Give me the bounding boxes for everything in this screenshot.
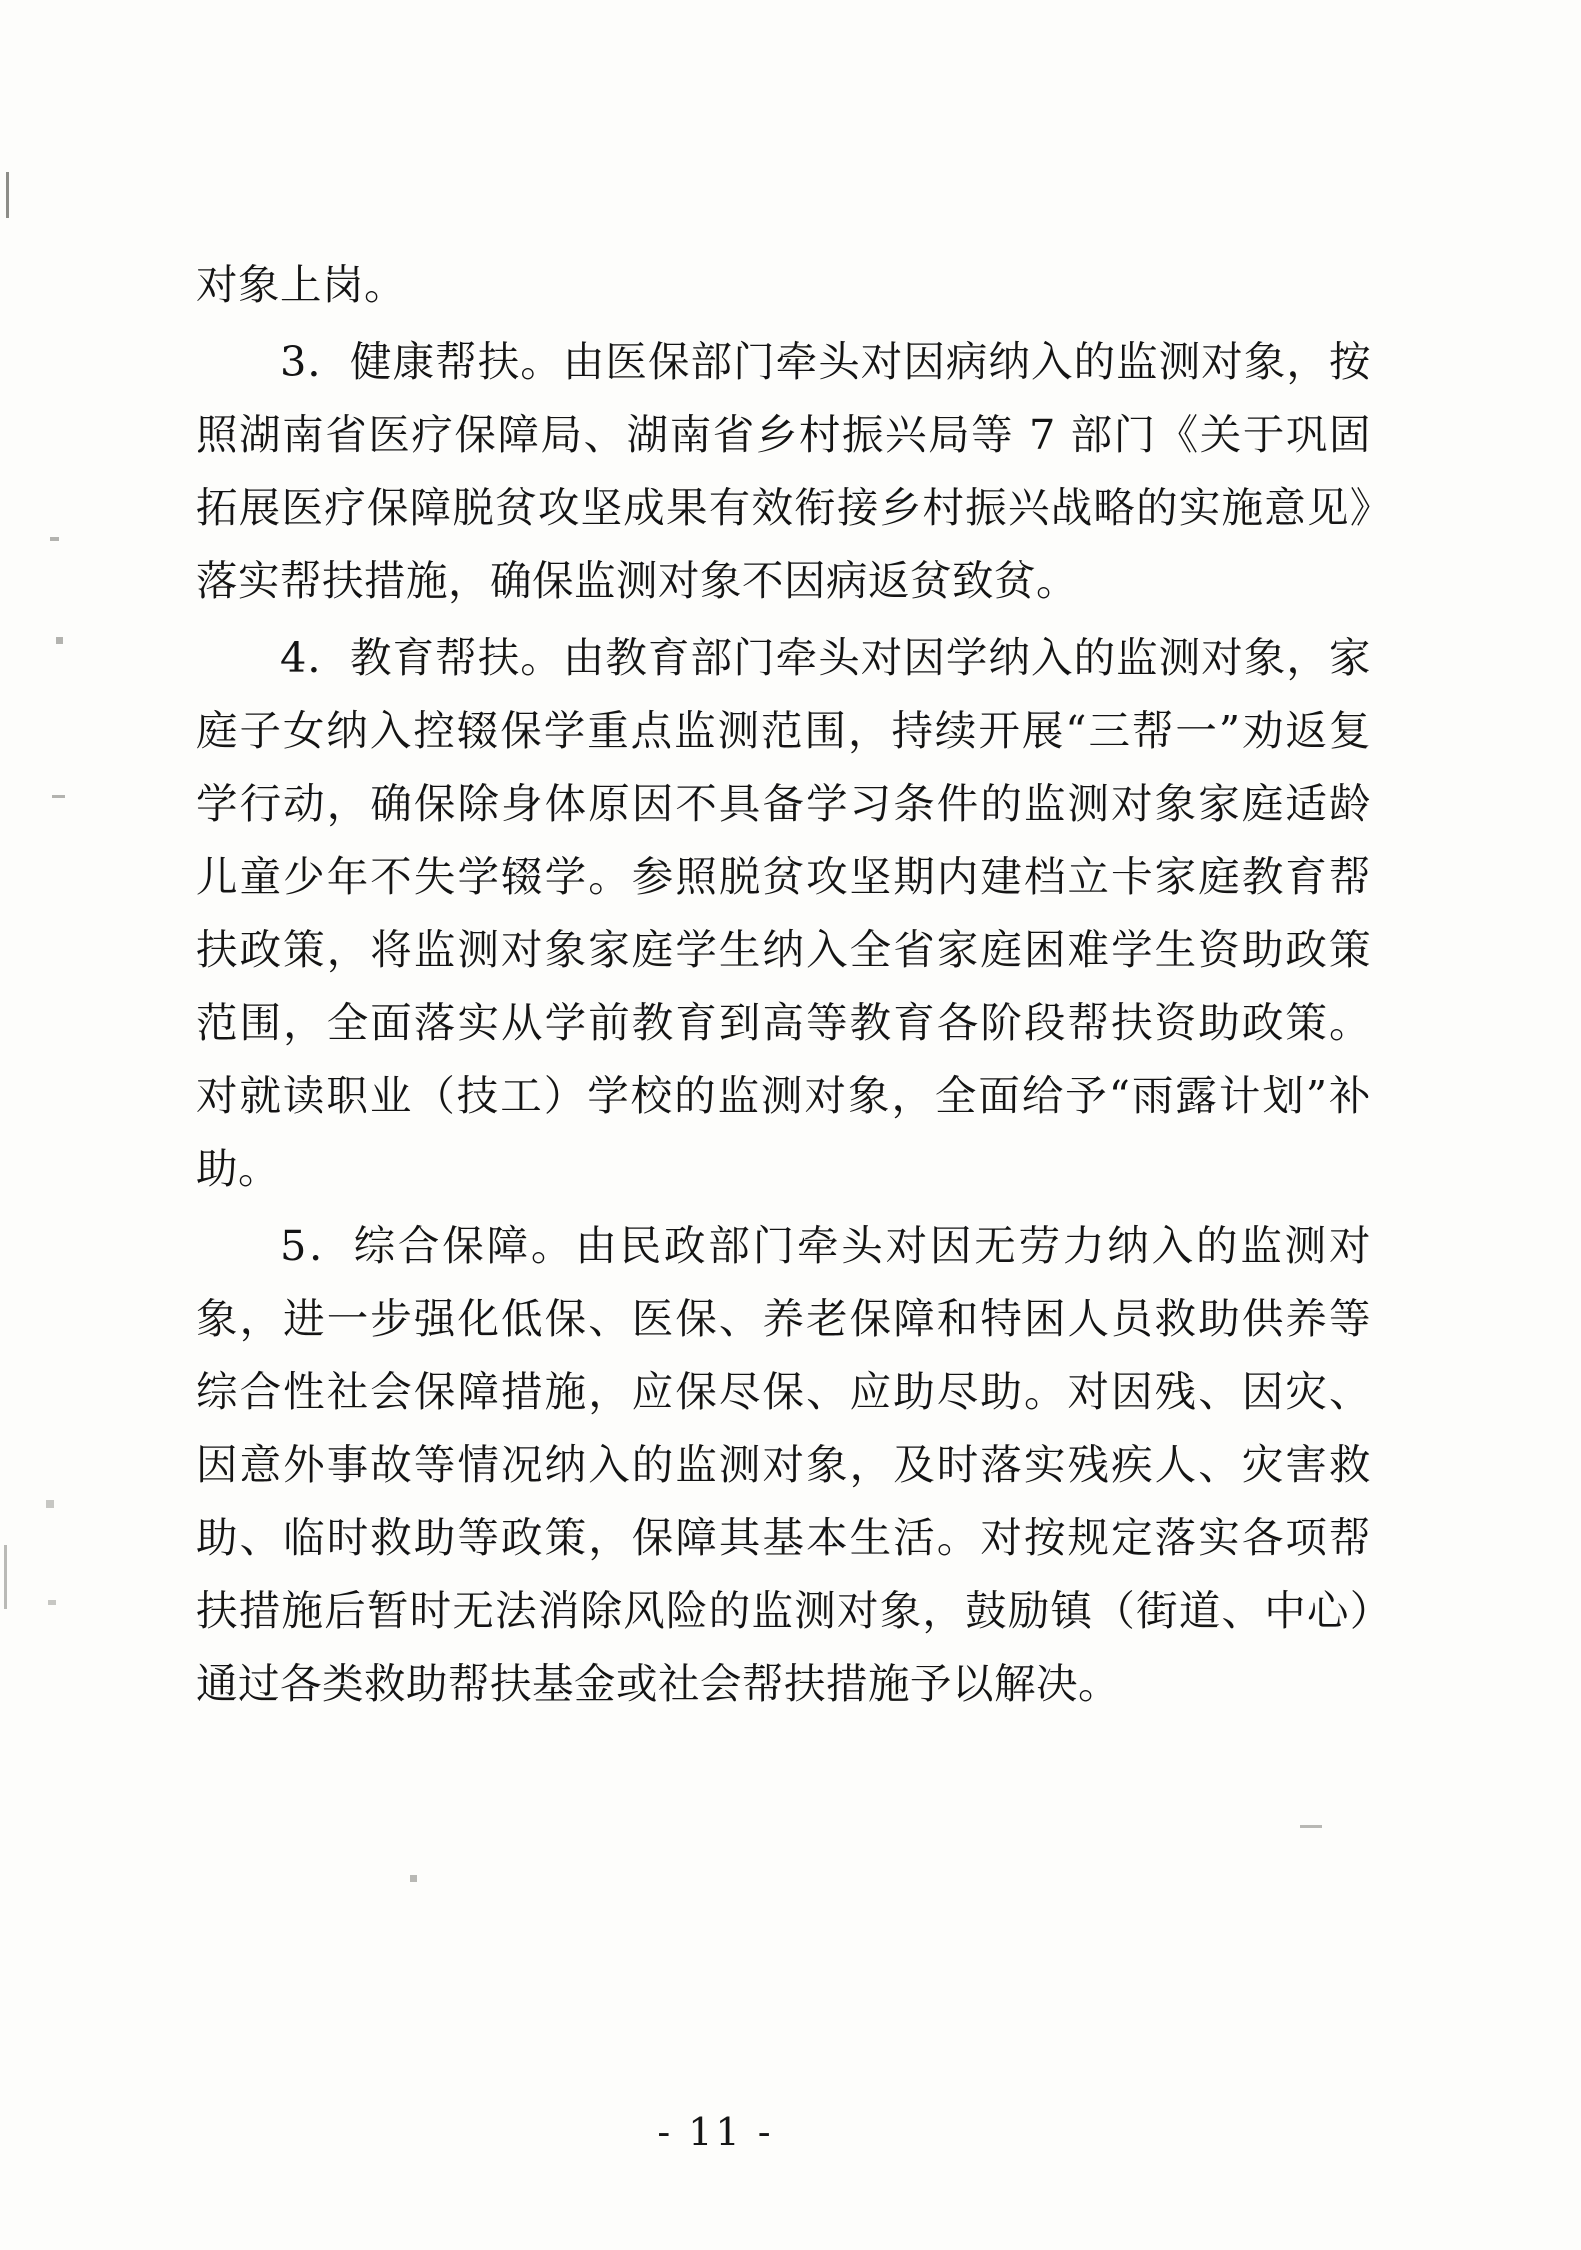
- scan-speck: [50, 537, 59, 541]
- page-number: - 11 -: [657, 2110, 774, 2154]
- scan-speck: [410, 1875, 417, 1882]
- paragraph-item-5: 5．综合保障。由民政部门牵头对因无劳力纳入的监测对象，进一步强化低保、医保、养老保障和特困人员救助供养等综合性社会保障措施，应保尽保、应助尽助。对因残、因灾、因意外事故等情况纳入的监测对象，及时落实残疾人、灾害救助、临时救助等政策，保障其基本生活。对按规定落实各项帮扶措施后暂时无法消除风险的监测对象，鼓励镇（街道、中心）通过各类救助帮扶基金或社会帮扶措施予以解决。: [196, 1221, 1371, 1708]
- scan-edge-mark: [6, 172, 9, 218]
- scan-speck: [56, 637, 63, 644]
- scan-speck: [1300, 1825, 1322, 1828]
- scan-speck: [52, 795, 65, 798]
- paragraph-item-4: 4．教育帮扶。由教育部门牵头对因学纳入的监测对象，家庭子女纳入控辍保学重点监测范围，持续开展“三帮一”劝返复学行动，确保除身体原因不具备学习条件的监测对象家庭适龄儿童少年不失学辍学。参照脱贫攻坚期内建档立卡家庭教育帮扶政策，将监测对象家庭学生纳入全省家庭困难学生资助政策范围，全面落实从学前教育到高等教育各阶段帮扶资助政策。对就读职业（技工）学校的监测对象，全面给予“雨露计划”补助。: [196, 633, 1371, 1193]
- paragraph-item-3: 3．健康帮扶。由医保部门牵头对因病纳入的监测对象，按照湖南省医疗保障局、湖南省乡村振兴局等 7 部门《关于巩固拓展医疗保障脱贫攻坚成果有效衔接乡村振兴战略的实施意见》落实帮扶措施，确保监测对象不因病返贫致贫。: [196, 337, 1371, 605]
- scan-edge-mark: [4, 1545, 7, 1609]
- paragraph-continuation: 对象上岗。: [196, 260, 407, 309]
- scan-speck: [46, 1500, 54, 1508]
- document-body: [196, 248, 1371, 1724]
- scan-speck: [48, 1600, 56, 1605]
